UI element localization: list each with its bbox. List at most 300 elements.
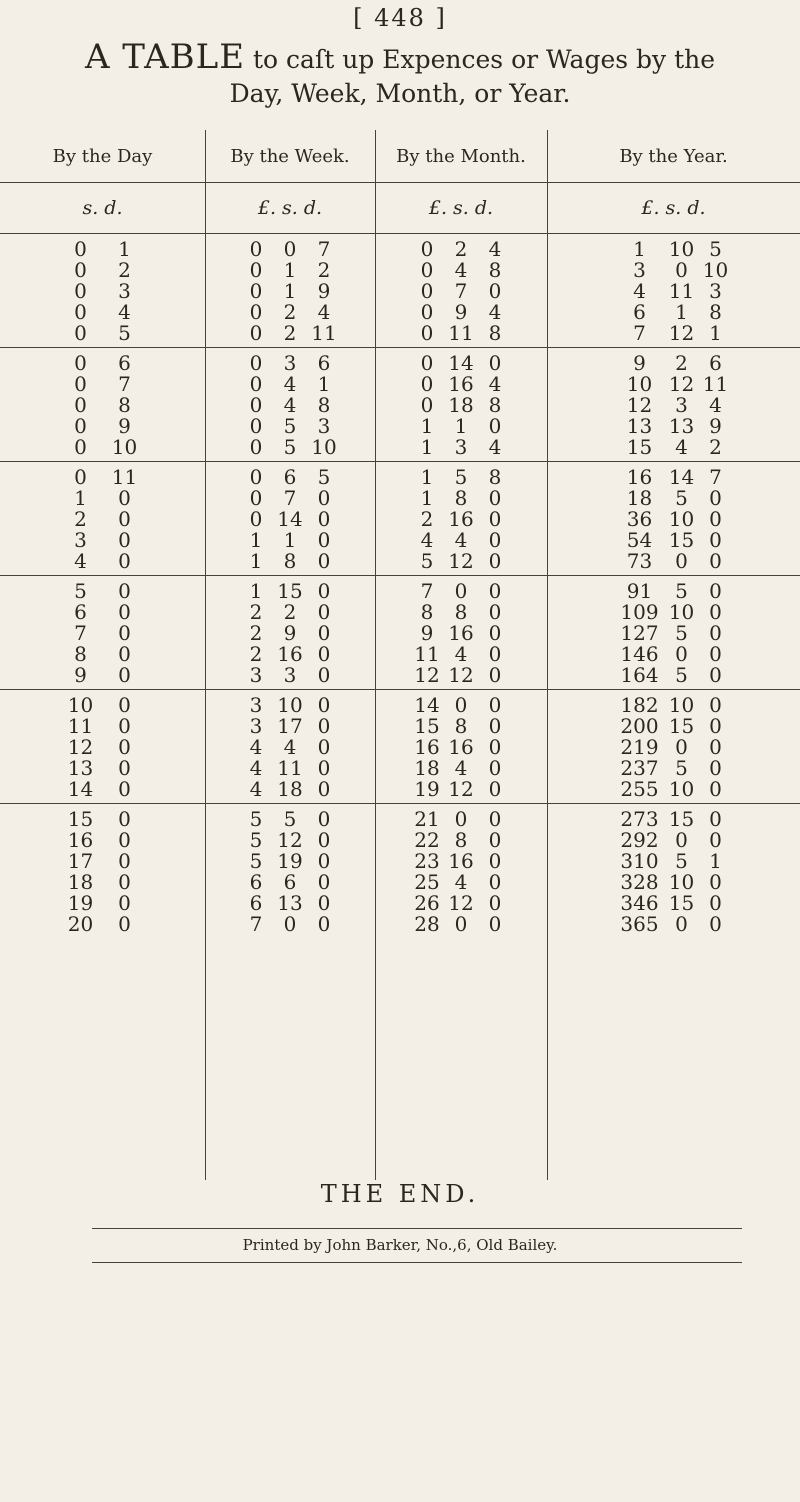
- cell-value: 0: [317, 578, 331, 603]
- cell-value: 9: [74, 662, 87, 687]
- cell-value: 8: [118, 392, 131, 417]
- cell-value: 0: [317, 890, 331, 915]
- cell-value: 16: [448, 620, 474, 645]
- cell-value: 0: [249, 320, 263, 345]
- table-row: [0, 436, 800, 457]
- title-lead: A TABLE: [84, 37, 246, 77]
- cell-value: 0: [488, 599, 502, 624]
- cell-value: 17: [67, 848, 94, 873]
- cell-value: 5: [675, 662, 688, 687]
- cell-value: 4: [675, 434, 688, 459]
- table-row: [0, 664, 800, 685]
- cell-value: 0: [488, 692, 502, 717]
- cell-value: 7: [420, 578, 434, 603]
- row-group: [0, 580, 800, 690]
- cell-value: 0: [488, 911, 502, 936]
- cell-value: 12: [448, 548, 474, 573]
- cell-value: 9: [118, 413, 131, 438]
- cell-value: 5: [74, 578, 87, 603]
- cell-value: 1: [420, 413, 434, 438]
- cell-value: 8: [488, 257, 502, 282]
- cell-value: 2: [454, 236, 468, 261]
- table-row: [0, 238, 800, 259]
- cell-value: 3: [283, 662, 297, 687]
- cell-value: 237: [620, 755, 659, 780]
- cell-value: 11: [448, 320, 474, 345]
- cell-value: 0: [488, 806, 502, 831]
- cell-value: 1: [675, 299, 688, 324]
- cell-value: 2: [283, 299, 297, 324]
- cell-value: 6: [283, 464, 297, 489]
- table-row: [0, 757, 800, 778]
- cell-value: 3: [709, 278, 722, 303]
- cell-value: 0: [118, 578, 131, 603]
- cell-value: 17: [277, 713, 303, 738]
- cell-value: 14: [277, 506, 303, 531]
- cell-value: 11: [702, 371, 729, 396]
- cell-value: 5: [249, 848, 263, 873]
- cell-value: 0: [317, 485, 331, 510]
- cell-value: 273: [620, 806, 659, 831]
- cell-value: 10: [111, 434, 138, 459]
- units-row: [0, 182, 800, 233]
- cell-value: 10: [668, 869, 695, 894]
- cell-value: 6: [118, 350, 131, 375]
- cell-value: 0: [454, 692, 468, 717]
- cell-value: 10: [311, 434, 337, 459]
- cell-value: 4: [283, 371, 297, 396]
- cell-week: [205, 435, 375, 459]
- cell-value: 0: [249, 236, 263, 261]
- cell-value: 16: [67, 827, 94, 852]
- cell-value: 0: [488, 578, 502, 603]
- cell-value: 4: [283, 392, 297, 417]
- cell-month: [375, 321, 547, 345]
- cell-value: 12: [626, 392, 653, 417]
- cell-value: 11: [668, 278, 695, 303]
- cell-value: 4: [249, 734, 263, 759]
- cell-value: 16: [277, 641, 303, 666]
- cell-value: 0: [74, 413, 87, 438]
- cell-value: 25: [414, 869, 440, 894]
- cell-value: 0: [249, 299, 263, 324]
- cell-value: 0: [488, 641, 502, 666]
- cell-value: 4: [249, 755, 263, 780]
- cell-value: 0: [118, 890, 131, 915]
- cell-value: 2: [675, 350, 688, 375]
- cell-value: 15: [668, 806, 695, 831]
- cell-value: 22: [414, 827, 440, 852]
- cell-value: 5: [283, 413, 297, 438]
- table-row: [0, 301, 800, 322]
- cell-value: 9: [454, 299, 468, 324]
- cell-value: 13: [277, 890, 303, 915]
- cell-value: 18: [67, 869, 94, 894]
- table-row: [0, 280, 800, 301]
- cell-value: 146: [620, 641, 659, 666]
- cell-value: 0: [118, 527, 131, 552]
- cell-value: 310: [620, 848, 659, 873]
- cell-value: 14: [668, 464, 695, 489]
- cell-value: 91: [626, 578, 653, 603]
- cell-value: 0: [249, 413, 263, 438]
- cell-value: 1: [283, 527, 297, 552]
- rule-bottom: [92, 1262, 742, 1263]
- cell-value: 8: [317, 392, 331, 417]
- cell-value: 0: [420, 257, 434, 282]
- cell-value: 0: [249, 506, 263, 531]
- cell-value: 1: [633, 236, 646, 261]
- cell-value: 127: [620, 620, 659, 645]
- cell-value: 0: [317, 641, 331, 666]
- cell-value: 0: [488, 485, 502, 510]
- cell-value: 6: [74, 599, 87, 624]
- cell-value: 0: [74, 320, 87, 345]
- cell-value: 2: [709, 434, 722, 459]
- cell-value: 7: [709, 464, 722, 489]
- cell-value: 1: [118, 236, 131, 261]
- cell-value: 0: [249, 485, 263, 510]
- cell-value: 0: [709, 734, 722, 759]
- cell-value: 0: [249, 464, 263, 489]
- cell-value: 0: [317, 713, 331, 738]
- cell-value: 3: [317, 413, 331, 438]
- cell-value: 1: [249, 548, 263, 573]
- page-number: [ 448 ]: [353, 4, 447, 32]
- cell-value: 5: [249, 806, 263, 831]
- header-week: By the Week.: [230, 145, 350, 167]
- table-row: [0, 415, 800, 436]
- cell-value: 1: [454, 413, 468, 438]
- cell-value: 10: [668, 692, 695, 717]
- cell-value: 11: [311, 320, 337, 345]
- cell-value: 0: [488, 278, 502, 303]
- cell-value: 5: [709, 236, 722, 261]
- cell-value: 164: [620, 662, 659, 687]
- cell-value: 4: [488, 299, 502, 324]
- cell-value: 0: [488, 776, 502, 801]
- cell-week: [205, 912, 375, 936]
- table-row: [0, 715, 800, 736]
- table-row: [0, 580, 800, 601]
- cell-value: 11: [277, 755, 303, 780]
- cell-value: 5: [675, 578, 688, 603]
- cell-value: 0: [317, 848, 331, 873]
- cell-month: [375, 549, 547, 573]
- cell-value: 54: [626, 527, 653, 552]
- cell-value: 3: [249, 692, 263, 717]
- cell-value: 4: [488, 236, 502, 261]
- cell-value: 4: [420, 527, 434, 552]
- cell-value: 0: [317, 692, 331, 717]
- cell-value: 8: [454, 485, 468, 510]
- cell-value: 2: [74, 506, 87, 531]
- cell-value: 0: [420, 350, 434, 375]
- cell-value: 0: [74, 257, 87, 282]
- title-line2: Day, Week, Month, or Year.: [229, 79, 571, 108]
- printer-imprint: Printed by John Barker, No.,6, Old Bailey.: [242, 1236, 558, 1254]
- cell-value: 5: [675, 755, 688, 780]
- cell-value: 3: [249, 713, 263, 738]
- cell-month: [375, 663, 547, 687]
- cell-value: 1: [420, 434, 434, 459]
- page-title: [50, 37, 750, 111]
- cell-value: 0: [74, 350, 87, 375]
- cell-value: 0: [709, 806, 722, 831]
- cell-value: 1: [709, 848, 722, 873]
- cell-year: [547, 912, 800, 936]
- cell-value: 5: [675, 485, 688, 510]
- cell-value: 328: [620, 869, 659, 894]
- cell-value: 2: [283, 599, 297, 624]
- header-year: By the Year.: [619, 145, 728, 167]
- cell-value: 19: [277, 848, 303, 873]
- cell-value: 5: [675, 620, 688, 645]
- table-row: [0, 322, 800, 343]
- table-row: [0, 778, 800, 799]
- cell-value: 0: [488, 527, 502, 552]
- cell-value: 0: [454, 911, 468, 936]
- table-row: [0, 373, 800, 394]
- cell-value: 0: [118, 776, 131, 801]
- cell-value: 0: [709, 869, 722, 894]
- cell-value: 10: [67, 692, 94, 717]
- table-row: [0, 694, 800, 715]
- cell-value: 5: [118, 320, 131, 345]
- cell-value: 2: [249, 620, 263, 645]
- cell-value: 3: [454, 434, 468, 459]
- cell-month: [375, 777, 547, 801]
- cell-value: 13: [626, 413, 653, 438]
- cell-value: 0: [420, 392, 434, 417]
- header-row: [0, 130, 800, 182]
- cell-value: 12: [668, 320, 695, 345]
- cell-value: 0: [709, 827, 722, 852]
- table-row: [0, 622, 800, 643]
- cell-value: 0: [118, 869, 131, 894]
- cell-value: 0: [675, 734, 688, 759]
- cell-value: 5: [454, 464, 468, 489]
- cell-value: 0: [709, 776, 722, 801]
- cell-value: 36: [626, 506, 653, 531]
- cell-value: 2: [249, 641, 263, 666]
- cell-value: 0: [118, 911, 131, 936]
- cell-value: 0: [283, 911, 297, 936]
- cell-value: 0: [420, 278, 434, 303]
- cell-value: 0: [317, 599, 331, 624]
- cell-value: 1: [249, 578, 263, 603]
- table-row: [0, 913, 800, 934]
- cell-value: 12: [277, 827, 303, 852]
- cell-value: 10: [277, 692, 303, 717]
- cell-value: 0: [74, 371, 87, 396]
- cell-value: 10: [668, 236, 695, 261]
- cell-value: 4: [454, 755, 468, 780]
- cell-value: 14: [414, 692, 440, 717]
- cell-value: 0: [488, 869, 502, 894]
- table-row: [0, 466, 800, 487]
- cell-value: 292: [620, 827, 659, 852]
- cell-value: 0: [454, 578, 468, 603]
- cell-value: 5: [675, 848, 688, 873]
- cell-value: 4: [709, 392, 722, 417]
- cell-value: 4: [488, 434, 502, 459]
- cell-week: [205, 777, 375, 801]
- cell-value: 219: [620, 734, 659, 759]
- cell-value: 0: [118, 713, 131, 738]
- cell-value: 15: [67, 806, 94, 831]
- cell-value: 11: [414, 641, 440, 666]
- title-line1: to caſt up Expences or Wages by the: [245, 45, 716, 74]
- cell-day: [0, 435, 205, 459]
- cell-value: 10: [668, 506, 695, 531]
- cell-value: 10: [668, 599, 695, 624]
- cell-value: 4: [283, 734, 297, 759]
- cell-value: 3: [633, 257, 646, 282]
- cell-value: 0: [118, 506, 131, 531]
- cell-week: [205, 663, 375, 687]
- cell-value: 16: [448, 506, 474, 531]
- cell-value: 14: [448, 350, 474, 375]
- cell-value: 6: [283, 869, 297, 894]
- cell-value: 6: [633, 299, 646, 324]
- units-week: £. s. d.: [257, 197, 323, 219]
- cell-value: 18: [626, 485, 653, 510]
- cell-value: 16: [448, 734, 474, 759]
- cell-value: 18: [277, 776, 303, 801]
- cell-value: 0: [118, 620, 131, 645]
- cell-value: 0: [118, 806, 131, 831]
- cell-week: [205, 549, 375, 573]
- cell-value: 9: [633, 350, 646, 375]
- cell-value: 0: [709, 641, 722, 666]
- cell-value: 10: [626, 371, 653, 396]
- table-row: [0, 487, 800, 508]
- cell-value: 3: [74, 527, 87, 552]
- cell-year: [547, 321, 800, 345]
- units-year: £. s. d.: [641, 197, 706, 219]
- cell-value: 15: [668, 890, 695, 915]
- cell-value: 8: [283, 548, 297, 573]
- cell-value: 0: [675, 911, 688, 936]
- row-group: [0, 352, 800, 462]
- table-row: [0, 508, 800, 529]
- cell-day: [0, 321, 205, 345]
- cell-value: 4: [74, 548, 87, 573]
- cell-month: [375, 912, 547, 936]
- cell-value: 16: [448, 371, 474, 396]
- cell-value: 0: [317, 527, 331, 552]
- cell-value: 0: [249, 392, 263, 417]
- cell-value: 0: [74, 464, 87, 489]
- cell-value: 0: [488, 890, 502, 915]
- cell-value: 21: [414, 806, 440, 831]
- table-row: [0, 643, 800, 664]
- wages-table: [0, 130, 800, 938]
- cell-value: 200: [620, 713, 659, 738]
- table-row: [0, 550, 800, 571]
- cell-value: 8: [488, 320, 502, 345]
- cell-value: 0: [118, 662, 131, 687]
- cell-value: 2: [283, 320, 297, 345]
- cell-value: 4: [317, 299, 331, 324]
- cell-value: 8: [74, 641, 87, 666]
- cell-value: 0: [675, 548, 688, 573]
- cell-value: 4: [249, 776, 263, 801]
- cell-value: 3: [675, 392, 688, 417]
- table-row: [0, 394, 800, 415]
- cell-value: 8: [709, 299, 722, 324]
- cell-value: 7: [317, 236, 331, 261]
- cell-value: 0: [709, 692, 722, 717]
- the-end: THE END.: [320, 1180, 480, 1208]
- cell-value: 2: [420, 506, 434, 531]
- cell-value: 15: [668, 713, 695, 738]
- cell-value: 0: [709, 911, 722, 936]
- row-group: [0, 466, 800, 576]
- cell-value: 0: [317, 548, 331, 573]
- row-group: [0, 808, 800, 938]
- cell-value: 4: [118, 299, 131, 324]
- cell-value: 0: [488, 662, 502, 687]
- cell-value: 0: [420, 320, 434, 345]
- table-body: [0, 233, 800, 938]
- cell-week: [205, 321, 375, 345]
- cell-value: 182: [620, 692, 659, 717]
- cell-value: 12: [668, 371, 695, 396]
- rule-top: [92, 1228, 742, 1229]
- cell-value: 9: [709, 413, 722, 438]
- cell-value: 0: [675, 827, 688, 852]
- cell-day: [0, 777, 205, 801]
- cell-value: 1: [283, 257, 297, 282]
- cell-value: 8: [488, 392, 502, 417]
- cell-value: 15: [668, 527, 695, 552]
- cell-value: 0: [420, 299, 434, 324]
- cell-value: 0: [249, 434, 263, 459]
- cell-value: 1: [420, 485, 434, 510]
- cell-value: 7: [454, 278, 468, 303]
- cell-value: 0: [709, 890, 722, 915]
- cell-value: 0: [249, 257, 263, 282]
- cell-value: 12: [414, 662, 440, 687]
- cell-value: 7: [249, 911, 263, 936]
- cell-value: 0: [709, 548, 722, 573]
- cell-value: 0: [118, 692, 131, 717]
- cell-value: 0: [118, 485, 131, 510]
- cell-value: 0: [118, 548, 131, 573]
- header-month: By the Month.: [396, 145, 526, 167]
- cell-value: 7: [118, 371, 131, 396]
- table-row: [0, 529, 800, 550]
- row-group: [0, 694, 800, 804]
- cell-value: 0: [488, 620, 502, 645]
- cell-value: 4: [488, 371, 502, 396]
- cell-value: 4: [633, 278, 646, 303]
- cell-value: 0: [317, 806, 331, 831]
- cell-value: 0: [118, 599, 131, 624]
- cell-value: 0: [74, 299, 87, 324]
- cell-day: [0, 912, 205, 936]
- cell-year: [547, 549, 800, 573]
- table-row: [0, 808, 800, 829]
- table-row: [0, 892, 800, 913]
- cell-day: [0, 663, 205, 687]
- cell-value: 0: [74, 434, 87, 459]
- cell-value: 365: [620, 911, 659, 936]
- cell-value: 0: [249, 278, 263, 303]
- cell-value: 0: [118, 848, 131, 873]
